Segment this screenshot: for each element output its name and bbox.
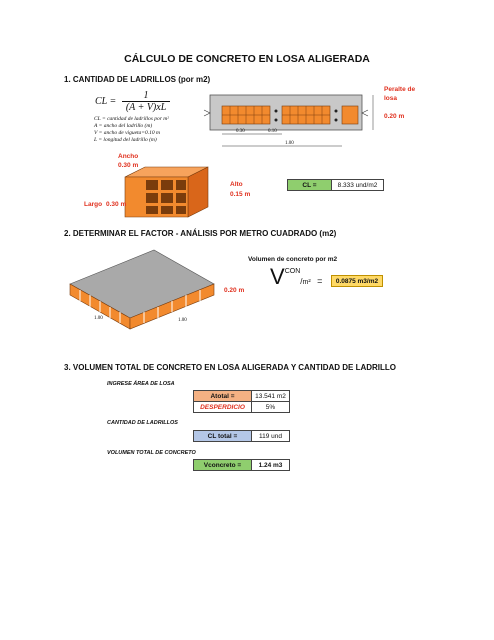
cltotal-value-cell: 119 und [251, 430, 290, 442]
v-equals: = [317, 276, 323, 286]
legend-line: CL = cantidad de ladrillos por m² [94, 116, 169, 122]
legend-line: V = ancho de vigueta=0.10 m [94, 130, 160, 136]
formula-lhs: CL = [95, 95, 117, 107]
rebar-dot [275, 119, 278, 122]
formula-legend [94, 116, 169, 144]
cltotal-label-cell: CL total = [193, 430, 252, 442]
legend-line: A = ancho del ladrillo (m) [94, 123, 153, 129]
volumen-total-label: VOLUMEN TOTAL DE CONCRETO [107, 450, 196, 456]
alto-value: 0.15 m [230, 191, 251, 198]
atotal-label-cell: Atotal = [193, 390, 252, 402]
cl-label-cell: CL = [287, 179, 332, 191]
rebar-dot [335, 119, 338, 122]
largo-value: 0.30 m [106, 201, 127, 208]
brick-row [342, 106, 358, 124]
volume-per-m2-label: Volumen de concreto por m2 [248, 256, 338, 263]
vconcreto-value-cell: 1.24 m3 [251, 459, 290, 471]
formula-denominator: (A + V)xL [125, 102, 167, 113]
page-title: CÁLCULO DE CONCRETO EN LOSA ALIGERADA [124, 53, 370, 65]
ancho-value: 0.30 m [118, 162, 139, 169]
dim-100: 1.00 [285, 141, 294, 146]
largo-label: Largo [84, 201, 103, 208]
section3-heading: 3. VOLUMEN TOTAL DE CONCRETO EN LOSA ALIGERADA Y CANTIDAD DE LADRILLO [64, 363, 397, 372]
formula-fraction [122, 90, 170, 113]
dim-left: 1.00 [94, 316, 103, 321]
peralte-value: 0.20 m [384, 113, 405, 120]
peralte-label: Peralte de losa [384, 86, 416, 102]
v-unit: m² [302, 279, 311, 286]
v-value-cell: 0.0875 m3/m2 [331, 275, 383, 287]
desperdicio-input[interactable]: 5% [251, 401, 290, 413]
alto-label: Alto [230, 181, 243, 188]
slab-3d-diagram [62, 246, 222, 331]
cantidad-ladrillos-label: CANTIDAD DE LADRILLOS [107, 420, 178, 426]
brick-3d-diagram [120, 165, 215, 225]
section2-heading: 2. DETERMINAR EL FACTOR - ANÁLISIS POR METRO CUADRADO (m2) [64, 229, 337, 238]
rebar-dot [275, 110, 278, 113]
dim-right: 1.00 [178, 318, 187, 323]
rebar-dot [335, 110, 338, 113]
atotal-input[interactable]: 13.541 m2 [251, 390, 290, 402]
v-big: V [270, 264, 285, 289]
desperdicio-label-cell: DESPERDICIO [193, 401, 252, 413]
vconcreto-label-cell: Vconcreto = [193, 459, 252, 471]
slab-height-value: 0.20 m [224, 287, 245, 294]
cl-formula [95, 90, 170, 113]
ingrese-area-label: INGRESE ÁREA DE LOSA [107, 381, 175, 387]
v-subscript: CON [284, 268, 301, 275]
dim-030: 0.30 [236, 129, 245, 134]
section1-heading: 1. CANTIDAD DE LADRILLOS (por m2) [64, 75, 211, 84]
formula-numerator: 1 [122, 90, 170, 102]
ancho-label: Ancho [118, 153, 139, 160]
legend-line: L = longitud del ladrillo (m) [94, 137, 157, 143]
dim-010: 0.10 [268, 129, 277, 134]
cl-value-cell: 8.333 und/m2 [331, 179, 384, 191]
volume-formula: $V^{CON}/m^2$ = [270, 264, 323, 289]
